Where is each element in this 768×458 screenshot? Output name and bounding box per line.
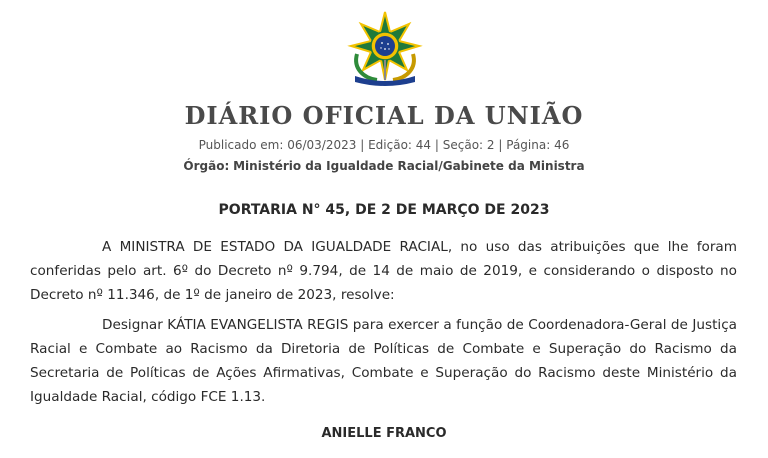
publication-meta [0,136,768,154]
page-label: Página: [506,138,551,152]
coat-of-arms-icon [343,10,427,86]
issuing-organ [0,157,768,175]
page-number: 46 [554,138,570,152]
paragraph-preamble: A MINISTRA DE ESTADO DA IGUALDADE RACIAL, no uso das atribuições que lhe foram conferidas pelo art. 6º do Decreto nº 9.794, de 14 de maio de 2019, e considerando o disposto no Decreto nº 11.346, de 1º de janeiro de 2023, resolve: [30,239,737,303]
document-title: PORTARIA N° 45, DE 2 DE MARÇO DE 2023 [218,202,550,218]
organ-name: Ministério da Igualdade Racial/Gabinete da Ministra [233,159,585,173]
section-number: 2 [486,138,495,152]
section-label: Seção: [442,138,484,152]
masthead-title: DIÁRIO OFICIAL DA UNIÃO [184,101,584,130]
published-date: 06/03/2023 [287,138,357,152]
paragraph-resolution: Designar KÁTIA EVANGELISTA REGIS para exercer a função de Coordenadora-Geral de Justiça Racial e Combate ao Racismo da Diretoria de Políticas de Combate e Superação do Racismo da Secretaria de Políticas de Ações Afirmativas, Combate e Superação do Racismo deste Ministério da Igualdade Racial, código FCE 1.13. [30,317,737,405]
meta-separator: | [434,138,443,152]
signature: ANIELLE FRANCO [321,426,447,441]
edition-number: 44 [415,138,432,152]
organ-label: Órgão: [183,159,230,173]
published-label: Publicado em: [198,138,284,152]
meta-separator: | [360,138,369,152]
edition-label: Edição: [368,138,412,152]
meta-separator: | [498,138,507,152]
